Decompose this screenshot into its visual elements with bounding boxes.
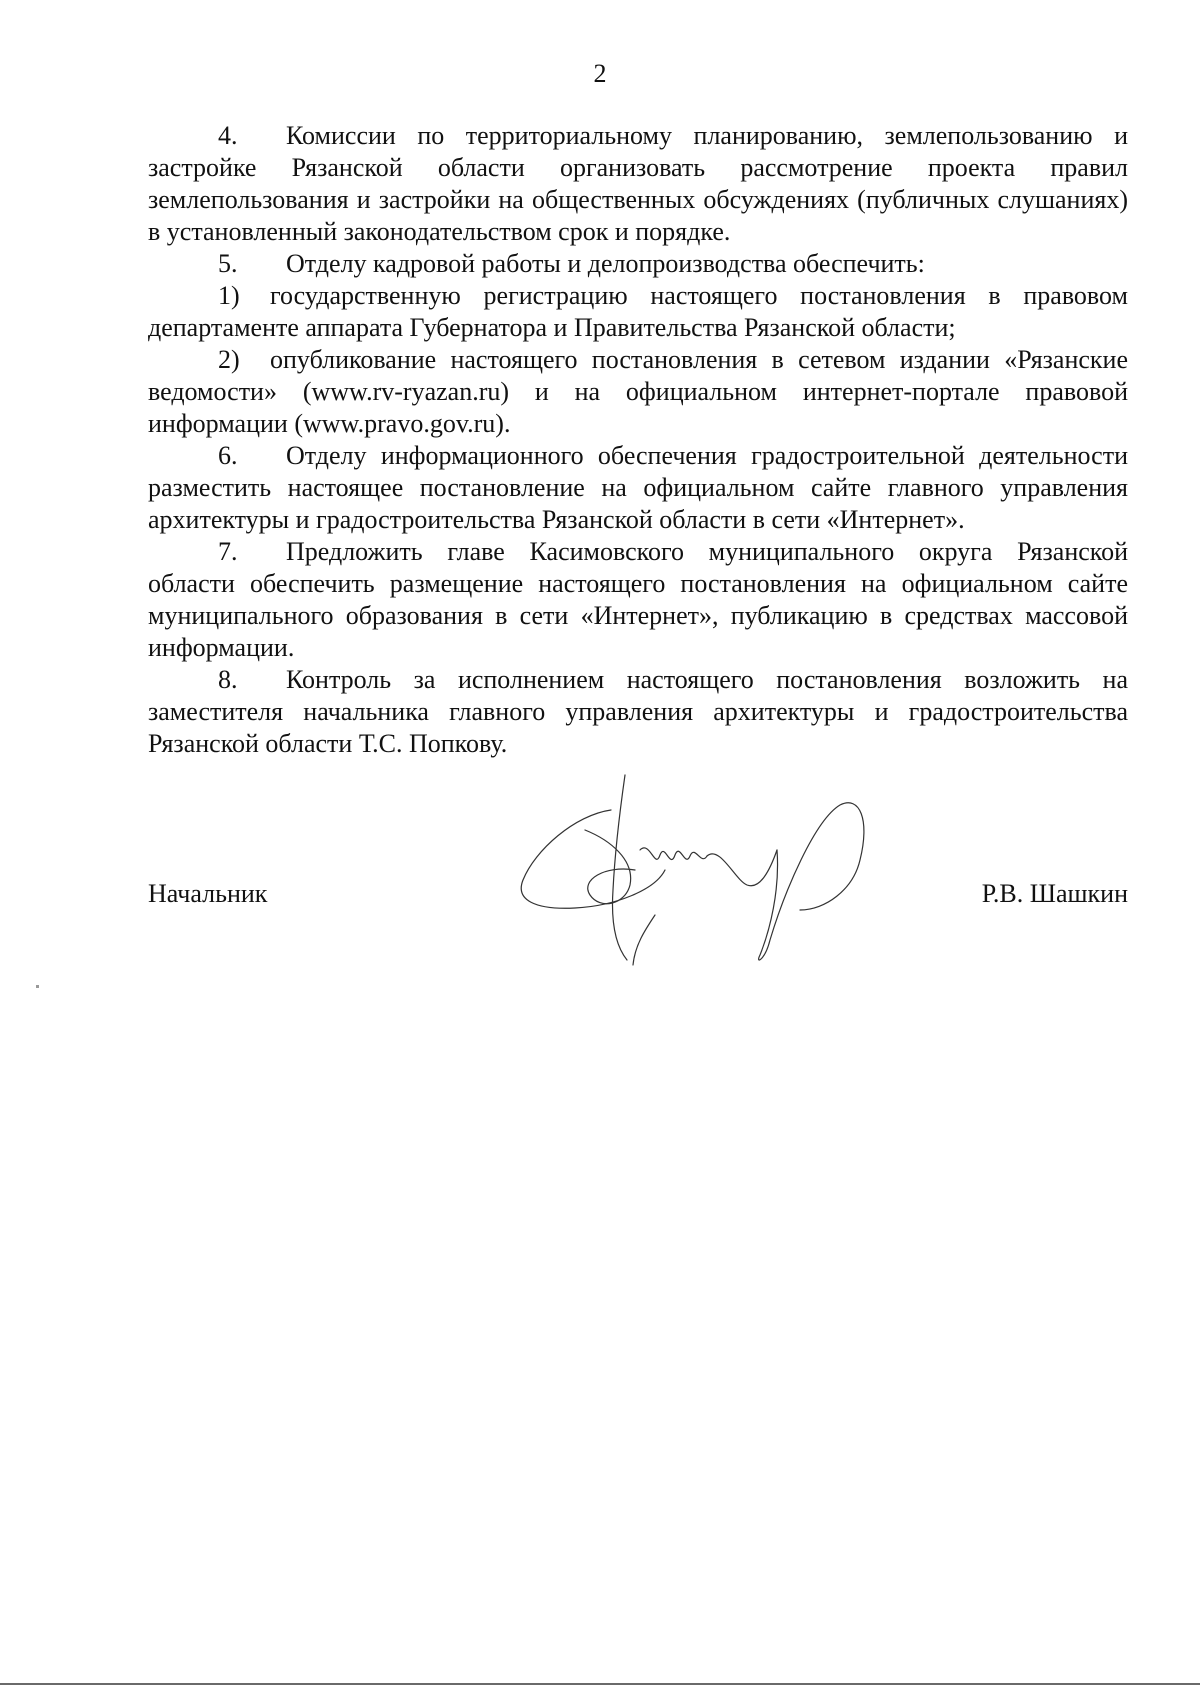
subparagraph-number: 1) [218,281,240,310]
paragraph-number: 5. [218,249,238,278]
signature-block [148,878,1128,918]
paragraph-6 [148,440,1128,536]
signatory-position: Начальник [148,879,268,908]
handwritten-signature [515,770,895,970]
paragraph-text: государственную регистрацию настоящего постановления в правовом департаменте аппарата Губернатора и Правительства Рязанской области; [148,281,1128,342]
paragraph-5 [148,248,1128,280]
paragraph-4 [148,120,1128,248]
paragraph-number: 6. [218,441,238,470]
scan-edge-line [0,1683,1200,1685]
paragraph-number: 4. [218,121,238,150]
paragraph-7 [148,536,1128,664]
paragraph-number: 8. [218,665,238,694]
paragraph-text: Предложить главе Касимовского муниципального округа Рязанской области обеспечить размещение настоящего постановления на официальном сайте муниципального образования в сети «Интернет», публикацию в средствах массовой информации. [148,537,1128,662]
paragraph-8 [148,664,1128,760]
paragraph-text: Комиссии по территориальному планированию, землепользованию и застройке Рязанской области организовать рассмотрение проекта правил землепользования и застройки на общественных обсуждениях (публичных слушаниях) в установленный законодательством срок и порядке. [148,121,1128,246]
subparagraph-5-2 [148,344,1128,440]
signatory-name: Р.В. Шашкин [981,879,1128,908]
document-body [148,120,1128,760]
subparagraph-5-1 [148,280,1128,344]
page-number: 2 [593,59,607,88]
subparagraph-number: 2) [218,345,240,374]
scan-speck [36,985,39,988]
paragraph-text: опубликование настоящего постановления в сетевом издании «Рязанские ведомости» (www.rv-ryazan.ru) и на официальном интернет-портале правовой информации (www.pravo.gov.ru). [148,345,1128,438]
paragraph-number: 7. [218,537,238,566]
paragraph-text: Контроль за исполнением настоящего постановления возложить на заместителя начальника главного управления архитектуры и градостроительства Рязанской области Т.С. Попкову. [148,665,1128,758]
paragraph-text: Отделу информационного обеспечения градостроительной деятельности разместить настоящее постановление на официальном сайте главного управления архитектуры и градостроительства Рязанской области в сети «Интернет». [148,441,1128,534]
paragraph-text: Отделу кадровой работы и делопроизводства обеспечить: [286,249,925,278]
